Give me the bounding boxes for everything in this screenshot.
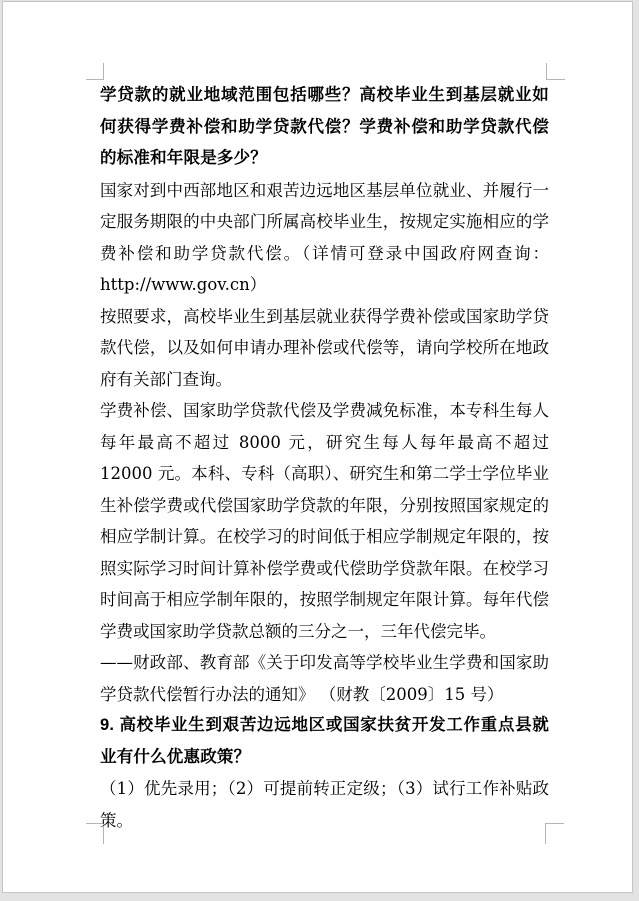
body-paragraph-preferential-policies: （1）优先录用；（2）可提前转正定级；（3）试行工作补贴政策。 xyxy=(100,779,549,830)
body-paragraph-compensation-standards: 学费补偿、国家助学贷款代偿及学费减免标准，本专科生每人每年最高不超过 8000 元，研究生每人每年最高不超过 12000 元。本科、专科（高职）、研究生和第二学士学位毕业生补偿学费或代偿国家助学贷款的年限，分别按照国家规定的相应学制计算。在校学习的时间低于相应学制规定年限的，按照实际学习时间计算补偿学费或代偿助学贷款年限。在校学习时间高于相应学制年限的，按照学制规定年限计算。每年代偿学费或国家助学贷款总额的三分之一，三年代偿完毕。 xyxy=(100,401,549,641)
question-heading-9: 9. 高校毕业生到艰苦边远地区或国家扶贫开发工作重点县就业有什么优惠政策？ xyxy=(100,716,549,766)
document-content[interactable] xyxy=(100,80,549,836)
document-paper-sheet[interactable] xyxy=(2,1,633,893)
margin-mark-top-right-icon xyxy=(546,63,565,80)
citation-paragraph: ——财政部、教育部《关于印发高等学校毕业生学费和国家助学贷款代偿暂行办法的通知》 （财教〔2009〕15 号） xyxy=(100,653,549,704)
body-paragraph-how-to-apply: 按照要求，高校毕业生到基层就业获得学费补偿或国家助学贷款代偿，以及如何申请办理补偿或代偿等，请向学校所在地政府有关部门查询。 xyxy=(100,306,549,389)
margin-mark-top-left-icon xyxy=(86,63,104,80)
body-paragraph-policy-overview: 国家对到中西部地区和艰苦边远地区基层单位就业、并履行一定服务期限的中央部门所属高校毕业生，按规定实施相应的学费补偿和助学贷款代偿。（详情可登录中国政府网查询：http://www.gov.cn） xyxy=(100,180,549,294)
question-heading-continued: 学贷款的就业地域范围包括哪些？高校毕业生到基层就业如何获得学费补偿和助学贷款代偿？学费补偿和助学贷款代偿的标准和年限是多少？ xyxy=(100,86,549,167)
